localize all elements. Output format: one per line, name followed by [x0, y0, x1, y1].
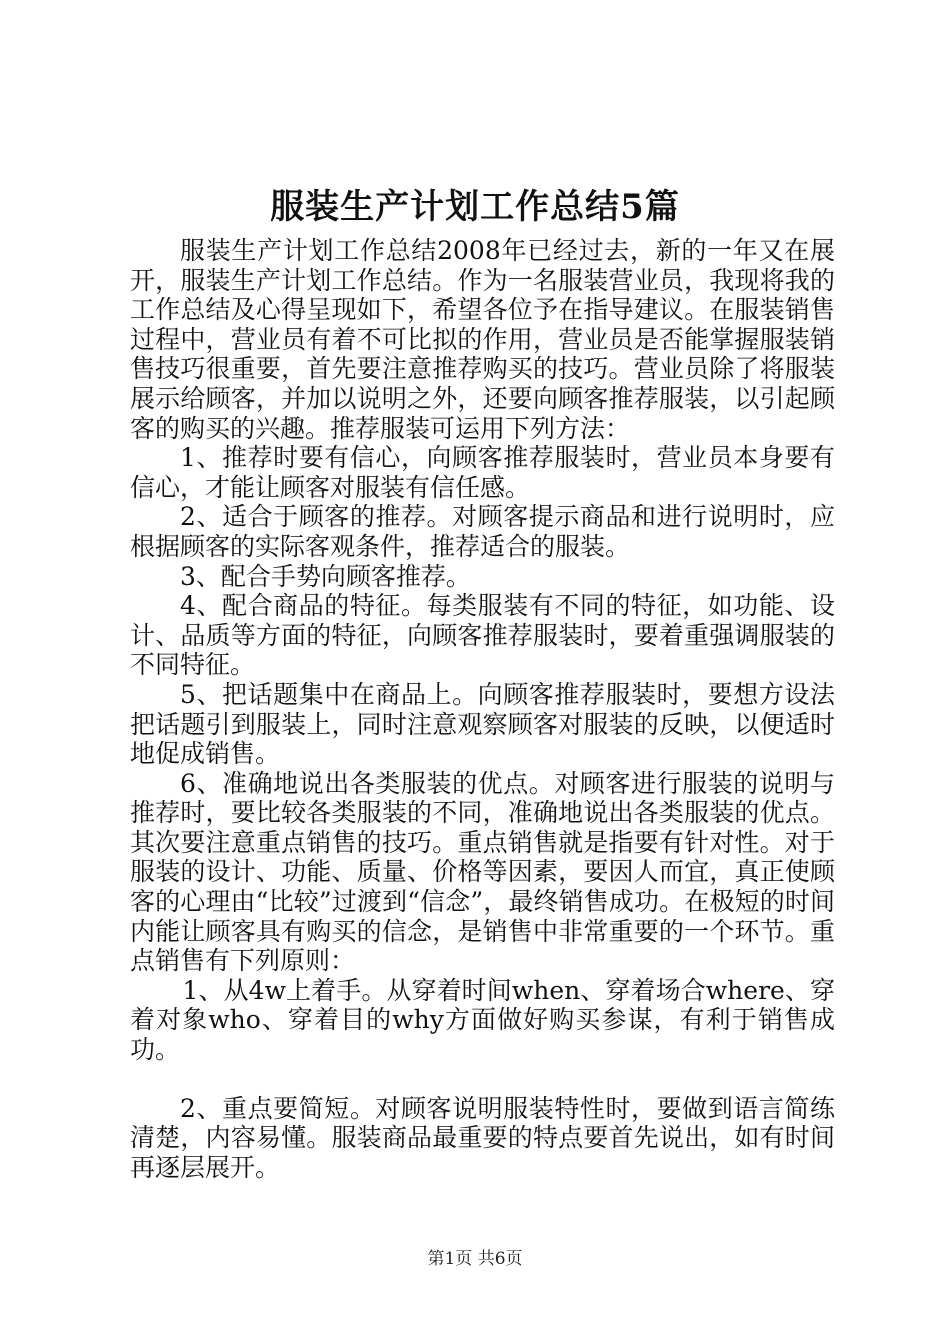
paragraph-item-2: 2、适合于顾客的推荐。对顾客提示商品和进行说明时，应根据顾客的实际客观条件，推荐适合的服装。: [130, 502, 835, 561]
paragraph-item-6: 6、准确地说出各类服装的优点。对顾客进行服装的说明与推荐时，要比较各类服装的不同，准确地说出各类服装的优点。其次要注意重点销售的技巧。重点销售就是指要有针对性。对于服装的设计、功能、质量、价格等因素，要因人而宜，真正使顾客的心理由“比较”过渡到“信念”，最终销售成功。在极短的时间内能让顾客具有购买的信念，是销售中非常重要的一个环节。重点销售有下列原则：: [130, 768, 835, 976]
page-number-footer: 第1页 共6页: [427, 1249, 523, 1269]
paragraph-item-1: 1、推荐时要有信心，向顾客推荐服装时，营业员本身要有信心，才能让顾客对服装有信任感。: [130, 443, 835, 502]
paragraph-principle-2: 2、重点要简短。对顾客说明服装特性时，要做到语言简练清楚，内容易懂。服装商品最重要的特点要首先说出，如有时间再逐层展开。: [130, 1093, 835, 1182]
document-body: [130, 236, 835, 1182]
paragraph-principle-1: 1、从4w上着手。从穿着时间when、穿着场合where、穿着对象who、穿着目的why方面做好购买参谋，有利于销售成功。: [130, 975, 835, 1065]
paragraph-intro: 服装生产计划工作总结2008年已经过去，新的一年又在展开，服装生产计划工作总结。作为一名服装营业员，我现将我的工作总结及心得呈现如下，希望各位予在指导建议。在服装销售过程中，营业员有着不可比拟的作用，营业员是否能掌握服装销售技巧很重要，首先要注意推荐购买的技巧。营业员除了将服装展示给顾客，并加以说明之外，还要向顾客推荐服装，以引起顾客的购买的兴趣。推荐服装可运用下列方法：: [130, 236, 835, 443]
paragraph-item-4: 4、配合商品的特征。每类服装有不同的特征，如功能、设计、品质等方面的特征，向顾客推荐服装时，要着重强调服装的不同特征。: [130, 591, 835, 680]
paragraph-item-5: 5、把话题集中在商品上。向顾客推荐服装时，要想方设法把话题引到服装上，同时注意观察顾客对服装的反映，以便适时地促成销售。: [130, 679, 835, 769]
document-title: 服装生产计划工作总结5篇: [270, 187, 680, 227]
paragraph-item-3: 3、配合手势向顾客推荐。: [180, 561, 471, 591]
